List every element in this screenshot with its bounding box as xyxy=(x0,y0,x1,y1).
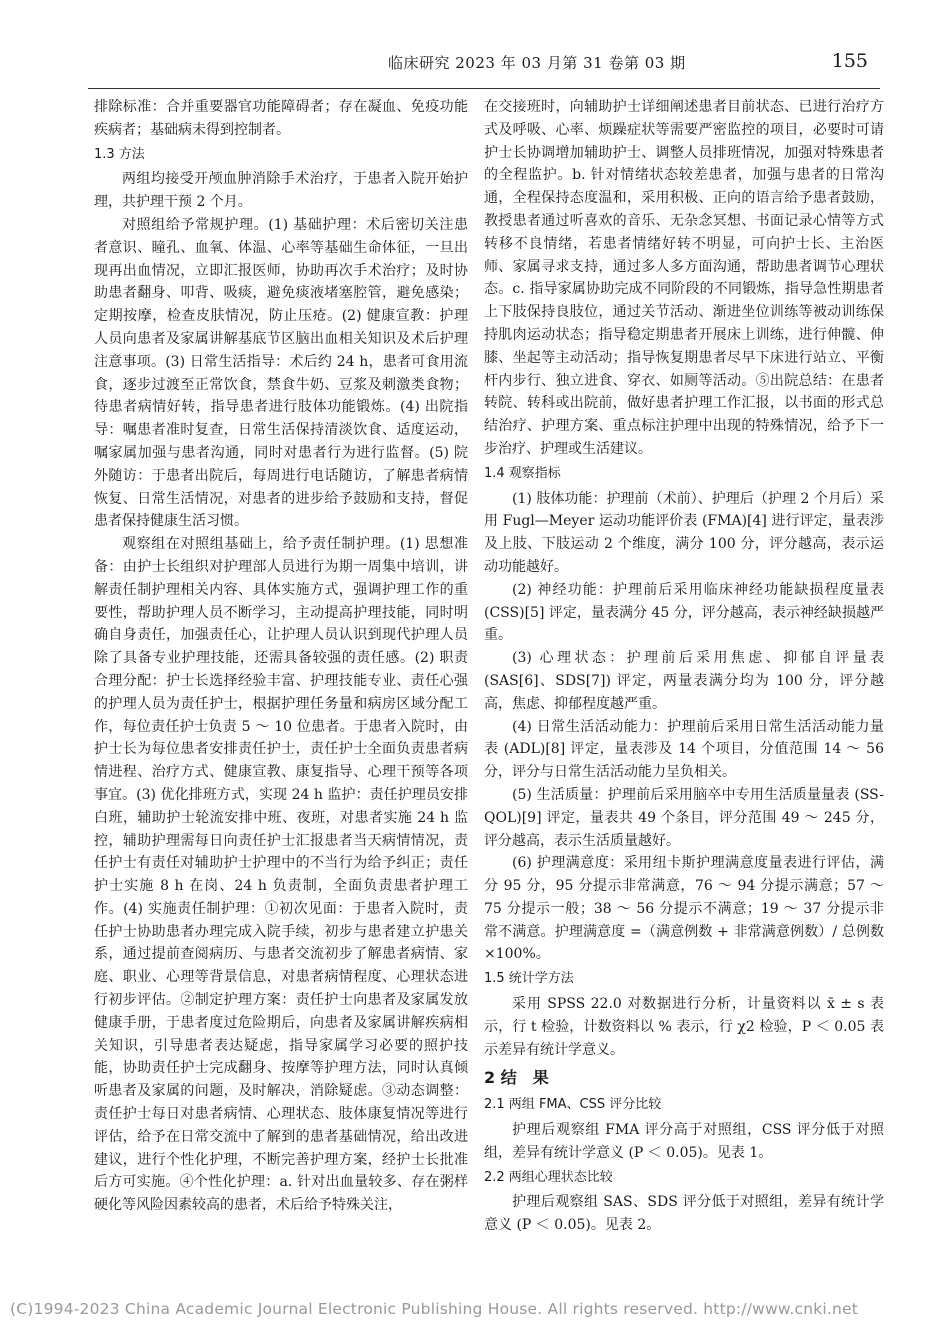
page-number: 155 xyxy=(831,50,868,72)
chapter-heading: 2 结 果 xyxy=(484,1068,549,1088)
journal-title: 临床研究 2023 年 03 月第 31 卷第 03 期 xyxy=(388,54,686,72)
page-header xyxy=(88,44,880,89)
paragraph: 两组均接受开颅血肿消除手术治疗，于患者入院开始护理，共护理干预 2 个月。 xyxy=(94,171,468,211)
section-heading: 1.4 观察指标 xyxy=(484,465,561,481)
paragraph: (5) 生活质量：护理前后采用脑卒中专用生活质量量表 (SS-QOL)[9] 评定，量表共 49 个条目，评分范围 49 ～ 245 分，评分越高，表示生活质量越好。 xyxy=(484,786,884,849)
paragraph: 排除标准：合并重要器官功能障碍者；存在凝血、免疫功能疾病者；基础病未得到控制者。 xyxy=(94,99,468,138)
paragraph: 采用 SPSS 22.0 对数据进行分析，计量资料以 x̄ ± s 表示，行 t 检验，计数资料以 % 表示，行 χ2 检验，P ＜ 0.05 表示差异有统计学意义。 xyxy=(484,996,884,1058)
paragraph: 护理后观察组 SAS、SDS 评分低于对照组，差异有统计学意义 (P ＜ 0.05)。见表 2。 xyxy=(484,1194,884,1234)
paragraph: (4) 日常生活活动能力：护理前后采用日常生活活动能力量表 (ADL)[8] 评定，量表涉及 14 个项目，分值范围 14 ～ 56 分，评分与日常生活活动能力呈负相关。 xyxy=(484,718,884,781)
paragraph: (3) 心理状态：护理前后采用焦虑、抑郁自评量表 (SAS[6]、SDS[7]) 评定，两量表满分均为 100 分，评分越高，焦虑、抑郁程度越严重。 xyxy=(484,650,884,712)
section-heading: 2.2 两组心理状态比较 xyxy=(484,1169,613,1185)
paragraph: (1) 肢体功能：护理前（术前）、护理后（护理 2 个月后）采用 Fugl—Meyer 运动功能评价表 (FMA)[4] 进行评定，量表涉及上肢、下肢运动 2 个维度，满分 100 分，评分越高，表示运动功能越好。 xyxy=(484,490,884,575)
paragraph: 观察组在对照组基础上，给予责任制护理。(1) 思想准备：由护士长组织对护理部人员进行为期一周集中培训，讲解责任制护理相关内容、具体实施方式，强调护理工作的重要性，帮助护理人员不断学习，主动提高护理技能，同时明确自身责任，加强责任心，让护理人员认识到现代护理人员除了具备专业护理技能，还需具备较强的责任感。(2) 职责合理分配：护士长选择经验丰富、护理技能专业、责任心强的护理人员为责任护士，根据护理任务量和病房区域分配工作，每位责任护士负责 5 ～ 10 位患者。于患者入院时，由护士长为每位患者安排责任护士，责任护士全面负责患者病情进程、治疗方式、健康宣教、康复指导、心理干预等各项事宜。(3) 优化排班方式，实现 24 h 监护：责任护理员安排白班，辅助护士轮流安排中班、夜班，对患者实施 24 h 监控，辅助护理需每日向责任护士汇报患者当天病情情况，责任护士有责任对辅助护士护理中的不当行为给予纠正；责任护士实施 8 h 在岗、24 h 负责制，全面负责患者护理工作。(4) 实施责任制护理：①初次见面：于患者入院时，责任护士协助患者办理完成入院手续，初步与患者建立护患关系，通过提前查阅病历、与患者交流初步了解患者病情、家庭、职业、心理等背景信息，对患者病情程度、心理状态进行初步评估。②制定护理方案：责任护士向患者及家属发放健康手册，于患者度过危险期后，向患者及家属讲解疾病相关知识，引导患者表达疑虑，指导家属学习必要的照护技能，协助责任护士完成翻身、按摩等护理方法，同时认真倾听患者及家属的问题，及时解决，消除疑虑。③动态调整：责任护士每日对患者病情、心理状态、肢体康复情况等进行评估，给予在日常交流中了解到的患者基础情况，给出改进建议，进行个性化护理，不断完善护理方案，经护士长批准后方可实施。④个性化护理：a. 针对出血量较多、存在粥样硬化等风险因素较高的患者，术后给予特殊关注， xyxy=(94,536,468,1214)
copyright-footer: (C)1994-2023 China Academic Journal Electronic Publishing House. All rights reserved. http://www.cnki.net xyxy=(10,1300,859,1318)
paragraph: (6) 护理满意度：采用纽卡斯护理满意度量表进行评估，满分 95 分，95 分提示非常满意，76 ～ 94 分提示满意；57 ～ 75 分提示一般；38 ～ 56 分提示不满意；19 ～ 37 分提示非常不满意。护理满意度 =（满意例数 + 非常满意例数）/ 总例数 ×100%。 xyxy=(484,855,884,963)
left-column xyxy=(94,96,468,1217)
section-heading: 2.1 两组 FMA、CSS 评分比较 xyxy=(484,1097,662,1113)
right-column xyxy=(484,96,884,1237)
section-heading: 1.3 方法 xyxy=(94,146,145,162)
paragraph: 护理后观察组 FMA 评分高于对照组，CSS 评分低于对照组，差异有统计学意义 (P ＜ 0.05)。见表 1。 xyxy=(484,1122,884,1161)
paragraph: 对照组给予常规护理。(1) 基础护理：术后密切关注患者意识、瞳孔、血氧、体温、心率等基础生命体征，一旦出现再出血情况，立即汇报医师，协助再次手术治疗；及时协助患者翻身、叩背、吸痰，避免痰液堵塞腔管，避免感染；定期按摩，检查皮肤情况，防止压疮。(2) 健康宣教：护理人员向患者及家属讲解基底节区脑出血相关知识及术后护理注意事项。(3) 日常生活指导：术后约 24 h，患者可食用流食，逐步过渡至正常饮食，禁食牛奶、豆浆及刺激类食物；待患者病情好转，指导患者进行肢体功能锻炼。(4) 出院指导：嘱患者准时复查，日常生活保持清淡饮食、适度运动，嘱家属加强与患者沟通，同时对患者行为进行监督。(5) 院外随访：于患者出院后，每周进行电话随访，了解患者病情恢复、日常生活情况，对患者的进步给予鼓励和支持，督促患者保持健康生活习惯。 xyxy=(94,216,468,530)
paragraph: 在交接班时，向辅助护士详细阐述患者目前状态、已进行治疗方式及呼吸、心率、烦躁症状等需要严密监控的项目，必要时可请护士长协调增加辅助护士、调整人员排班情况，加强对特殊患者的全程监护。b. 针对情绪状态较差患者，加强与患者的日常沟通，全程保持态度温和，采用积极、正向的语言给予患者鼓励，教授患者通过听喜欢的音乐、无杂念冥想、书面记录心情等方式转移不良情绪，若患者情绪好转不明显，可向护士长、主治医师、家属寻求支持，通过多人多方面沟通，帮助患者调节心理状态。c. 指导家属协助完成不同阶段的不同锻炼，指导急性期患者上下肢保持良肢位，通过关节活动、渐进坐位训练等被动训练保持肌肉运动状态；指导稳定期患者开展床上训练，进行伸髋、伸膝、坐起等主动活动；指导恢复期患者尽早下床进行站立、平衡杆内步行、独立进食、穿衣、如厕等活动。⑤出院总结：在患者转院、转科或出院前，做好患者护理工作汇报，以书面的形式总结治疗、护理方案、重点标注护理中出现的特殊情况，给予下一步治疗、护理或生活建议。 xyxy=(484,99,884,457)
section-heading: 1.5 统计学方法 xyxy=(484,971,574,987)
paragraph: (2) 神经功能：护理前后采用临床神经功能缺损程度量表 (CSS)[5] 评定，量表满分 45 分，评分越高，表示神经缺损越严重。 xyxy=(484,581,884,644)
